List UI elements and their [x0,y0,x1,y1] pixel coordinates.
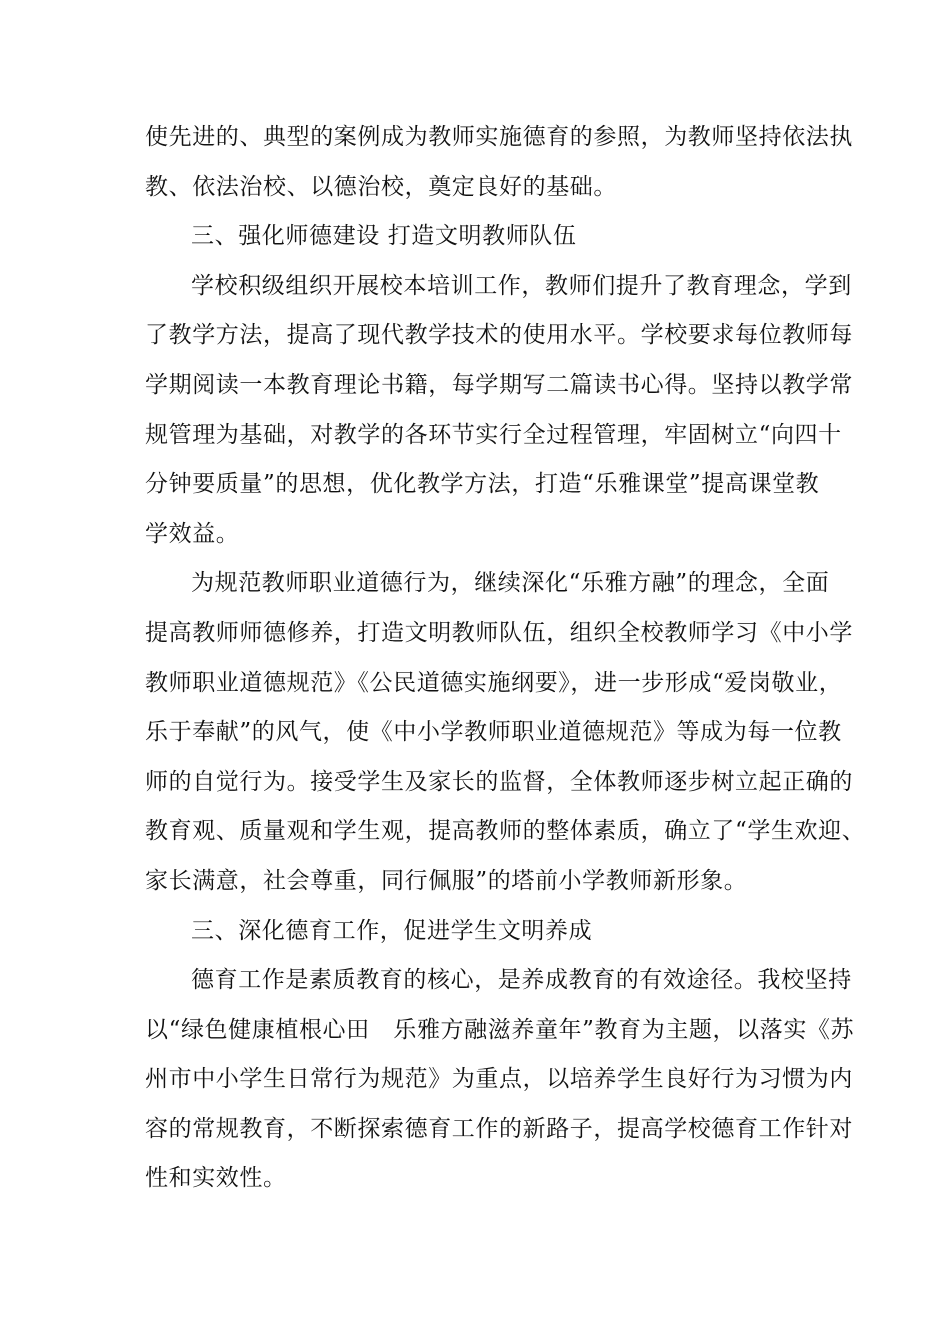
document-body [145,113,866,1204]
paragraph-line: 州市中小学生日常行为规范》为重点，以培养学生良好行为习惯为内 [145,1066,853,1093]
paragraph-line: 乐于奉献”的风气，使《中小学教师职业道德规范》等成为每一位教 [145,719,842,746]
paragraph-line: 师的自觉行为。接受学生及家长的监督，全体教师逐步树立起正确的 [145,768,853,795]
paragraph-line: 家长满意，社会尊重，同行佩服”的塔前小学教师新形象。 [145,867,748,894]
paragraph-line: 以“绿色健康植根心田 乐雅方融滋养童年”教育为主题，以落实《苏 [145,1016,855,1043]
paragraph-line: 了教学方法，提高了现代教学技术的使用水平。学校要求每位教师每 [145,322,853,349]
paragraph-line: 德育工作是素质教育的核心，是养成教育的有效途径。我校坚持 [191,967,852,994]
section-heading: 三、强化师德建设 打造文明教师队伍 [191,223,577,250]
paragraph-line: 容的常规教育，不断探索德育工作的新路子，提高学校德育工作针对 [145,1115,853,1142]
paragraph-line: 教、依法治校、以德治校，奠定良好的基础。 [145,173,617,200]
paragraph-line: 使先进的、典型的案例成为教师实施德育的参照，为教师坚持依法执 [145,124,853,150]
paragraph-line: 规管理为基础，对教学的各环节实行全过程管理，牢固树立“向四十 [145,421,842,448]
paragraph-line: 分钟要质量”的思想，优化教学方法，打造“乐雅课堂”提高课堂教 [145,471,820,498]
paragraph-line: 性和实效性。 [145,1165,287,1192]
paragraph-line: 教育观、质量观和学生观，提高教师的整体素质，确立了“学生欢迎、 [145,818,866,845]
paragraph-line: 学效益。 [145,520,240,547]
paragraph-line: 为规范教师职业道德行为，继续深化“乐雅方融”的理念，全面 [191,570,830,597]
paragraph-line: 教师职业道德规范》《公民道德实施纲要》，进一步形成“爱岗敬业， [145,669,843,696]
paragraph-line: 提高教师师德修养，打造文明教师队伍，组织全校教师学习《中小学 [145,619,853,646]
paragraph-line: 学期阅读一本教育理论书籍，每学期写二篇读书心得。坚持以教学常 [145,371,853,398]
section-heading: 三、深化德育工作，促进学生文明养成 [191,917,593,944]
paragraph-line: 学校积级组织开展校本培训工作，教师们提升了教育理念，学到 [191,272,852,299]
